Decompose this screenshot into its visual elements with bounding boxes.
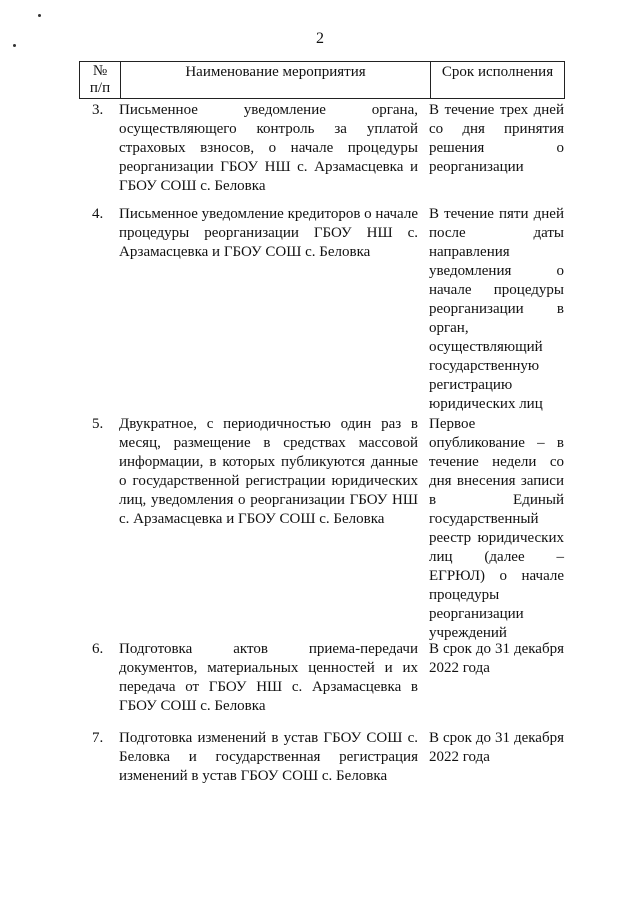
row-deadline: В течение пяти дней после даты направления уведомления о начале процедуры реорганизации в орган, осуществляющий государственную регистрацию юридических лиц bbox=[429, 206, 564, 412]
row-activity: Двукратное, с периодичностью один раз в месяц, размещение в средствах массовой информации, в которых публикуются данные о государственной регистрации юридических лиц, уведомления о реорганизации ГБОУ НШ с. Арзамасцевка и ГБОУ СОШ с. Беловка bbox=[119, 416, 418, 527]
header-number-column: № п/п bbox=[80, 62, 121, 98]
row-deadline: В срок до 31 декабря 2022 года bbox=[429, 730, 564, 765]
header-term-column: Срок исполнения bbox=[441, 64, 554, 80]
scan-speck bbox=[38, 14, 41, 17]
row-activity: Подготовка актов приема-передачи документов, материальных ценностей и их передача от ГБОУ НШ с. Арзамасцевка в ГБОУ СОШ с. Беловка bbox=[119, 641, 418, 714]
row-deadline: В срок до 31 декабря 2022 года bbox=[429, 641, 564, 676]
row-number: 4. bbox=[92, 206, 104, 222]
row-deadline: В течение трех дней со дня принятия решения о реорганизации bbox=[429, 102, 564, 175]
row-activity: Письменное уведомление кредиторов о начале процедуры реорганизации ГБОУ НШ с. Арзамасцевка и ГБОУ СОШ с. Беловка bbox=[119, 206, 418, 260]
row-deadline: Первое опубликование – в течение недели со дня внесения записи в Единый государственный реестр юридических лиц (далее – ЕГРЮЛ) о начале процедуры реорганизации учреждений bbox=[429, 416, 564, 641]
row-number: 6. bbox=[92, 641, 104, 657]
row-number: 7. bbox=[92, 730, 104, 746]
row-number: 5. bbox=[92, 416, 104, 432]
page-number: 2 bbox=[316, 30, 324, 47]
table-header bbox=[79, 61, 565, 99]
row-activity: Подготовка изменений в устав ГБОУ СОШ с. Беловка и государственная регистрация изменений в устав ГБОУ СОШ с. Беловка bbox=[119, 730, 418, 784]
header-name-column: Наименование мероприятия bbox=[121, 62, 431, 98]
row-activity: Письменное уведомление органа, осуществляющего контроль за уплатой страховых взносов, о начале процедуры реорганизации ГБОУ НШ с. Арзамасцевка и ГБОУ СОШ с. Беловка bbox=[119, 102, 418, 194]
row-number: 3. bbox=[92, 102, 104, 118]
